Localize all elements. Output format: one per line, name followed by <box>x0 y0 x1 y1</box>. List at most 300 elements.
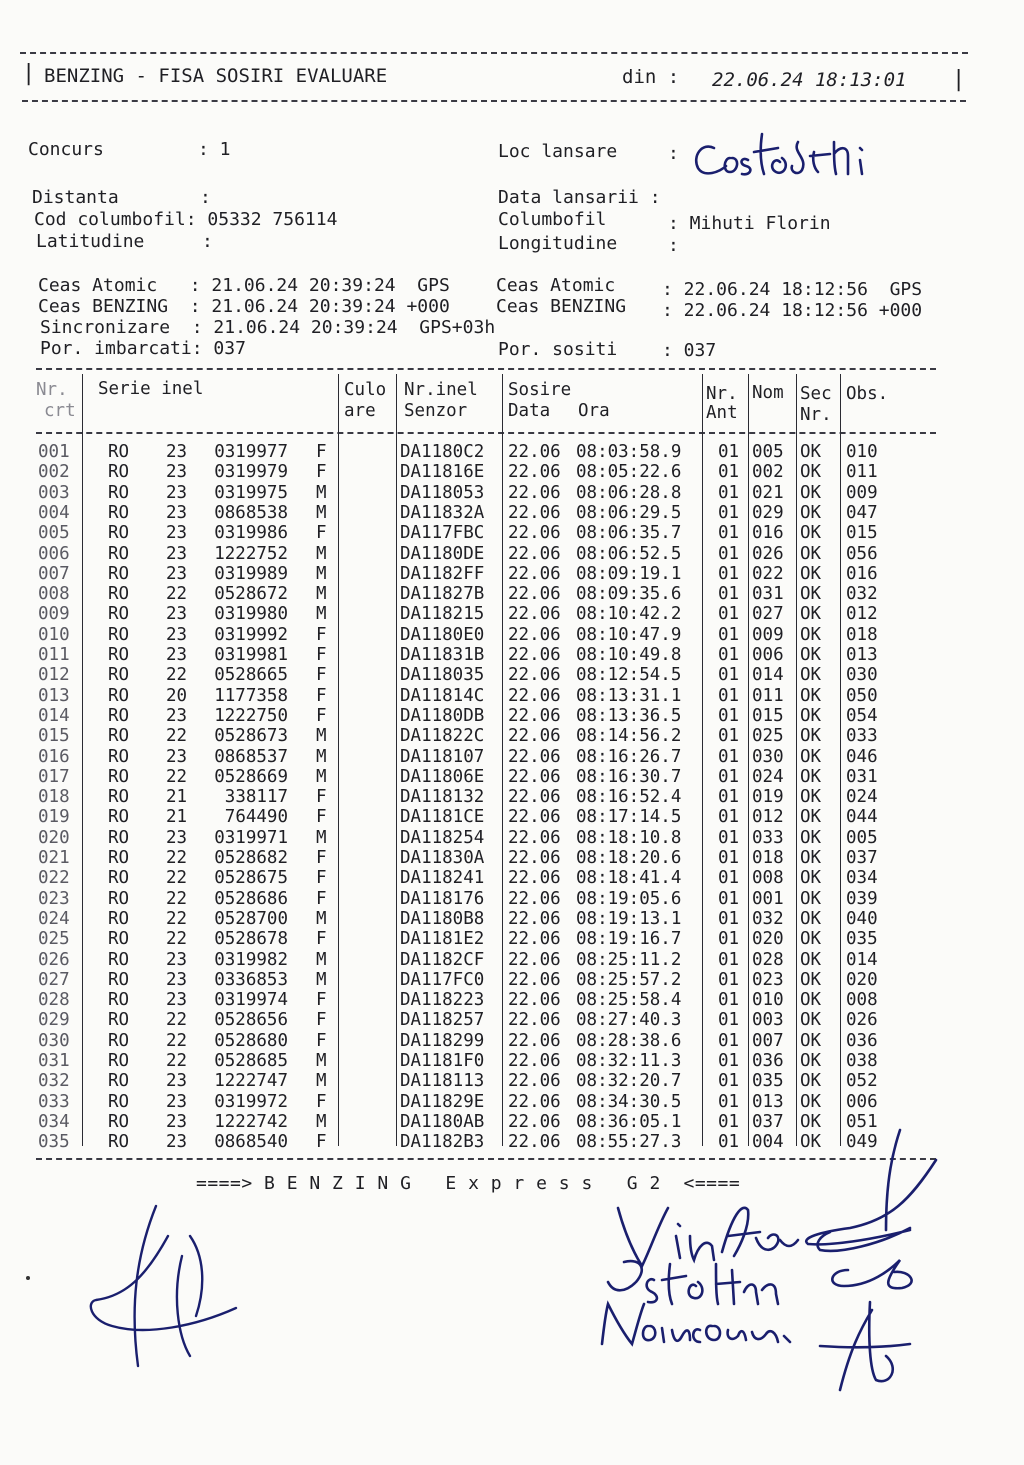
row-sensor: DA118241 <box>400 868 485 889</box>
row-ring: 0319980 <box>214 604 288 625</box>
row-sec: OK <box>800 604 822 625</box>
row-time: 08:10:49.8 <box>576 645 682 665</box>
row-time: 08:34:30.5 <box>576 1091 682 1112</box>
row-time: 08:18:10.8 <box>576 827 682 848</box>
right-ceas-atomic-label: Ceas Atomic <box>496 275 616 296</box>
row-sec: OK <box>800 949 822 970</box>
col-sosire: Sosire <box>508 380 572 400</box>
row-country: RO <box>108 482 130 503</box>
row-nr: 033 <box>38 1091 70 1112</box>
row-year: 23 <box>166 462 188 483</box>
row-ring: 0319979 <box>214 462 288 483</box>
row-nr: 007 <box>38 563 70 584</box>
stray-dot <box>26 1276 30 1280</box>
row-sec: OK <box>800 645 822 665</box>
row-sensor: DA11827B <box>400 584 485 605</box>
row-sex: M <box>316 502 327 523</box>
row-ring: 0528665 <box>214 665 288 686</box>
row-nr: 020 <box>38 827 70 848</box>
row-year: 23 <box>166 502 188 523</box>
row-country: RO <box>108 1071 130 1092</box>
row-ant: 01 <box>718 868 740 889</box>
right-sositi-label: Por. sositi <box>498 339 618 360</box>
loc-lansare-sep: : <box>668 143 679 164</box>
loc-lansare-label: Loc lansare <box>498 141 618 162</box>
col-nom: Nom <box>752 383 784 403</box>
table-top-rule <box>36 368 936 370</box>
row-time: 08:28:38.6 <box>576 1030 682 1051</box>
row-date: 22.06 <box>508 787 561 808</box>
row-time: 08:06:29.5 <box>576 502 682 523</box>
row-country: RO <box>108 990 130 1011</box>
row-country: RO <box>108 969 130 990</box>
row-time: 08:19:13.1 <box>576 908 682 929</box>
row-sensor: DA1180DE <box>400 543 485 564</box>
row-sex: M <box>316 949 327 970</box>
row-sex: M <box>316 746 327 767</box>
row-time: 08:17:14.5 <box>576 807 682 828</box>
row-nr: 013 <box>38 685 70 706</box>
distanta-label: Distanta <box>32 187 119 208</box>
row-time: 08:25:11.2 <box>576 949 682 970</box>
row-ant: 01 <box>718 1010 740 1031</box>
row-country: RO <box>108 949 130 970</box>
row-sex: M <box>316 766 327 787</box>
row-ring: 0319981 <box>214 645 288 665</box>
row-time: 08:09:19.1 <box>576 563 682 584</box>
row-nr: 022 <box>38 868 70 889</box>
latitudine-label: Latitudine <box>36 231 145 252</box>
row-date: 22.06 <box>508 1010 561 1031</box>
row-sex: F <box>316 442 327 462</box>
row-country: RO <box>108 1051 130 1071</box>
vbar-3 <box>396 374 397 1146</box>
row-sensor: DA1181CE <box>400 807 485 828</box>
din-label: din : <box>622 66 680 88</box>
row-ant: 01 <box>718 827 740 848</box>
row-sec: OK <box>800 1091 822 1112</box>
row-year: 23 <box>166 990 188 1011</box>
row-country: RO <box>108 604 130 625</box>
row-year: 23 <box>166 604 188 625</box>
row-country: RO <box>108 787 130 808</box>
row-obs: 049 <box>846 1132 878 1153</box>
row-year: 23 <box>166 746 188 767</box>
left-ceas-benzing: Ceas BENZING : 21.06.24 20:39:24 +000 <box>38 296 450 317</box>
row-sex: M <box>316 969 327 990</box>
row-sec: OK <box>800 1111 822 1132</box>
row-sex: M <box>316 543 327 564</box>
row-time: 08:55:27.3 <box>576 1132 682 1153</box>
row-nom: 007 <box>752 1030 784 1051</box>
row-year: 22 <box>166 1010 188 1031</box>
row-country: RO <box>108 1091 130 1112</box>
row-obs: 012 <box>846 604 878 625</box>
row-sensor: DA11816E <box>400 462 485 483</box>
row-date: 22.06 <box>508 990 561 1011</box>
row-date: 22.06 <box>508 482 561 503</box>
vbar-5 <box>702 374 703 1146</box>
row-date: 22.06 <box>508 1111 561 1132</box>
row-sensor: DA11831B <box>400 645 485 665</box>
row-time: 08:16:30.7 <box>576 766 682 787</box>
row-sex: M <box>316 482 327 503</box>
row-obs: 052 <box>846 1071 878 1092</box>
row-country: RO <box>108 462 130 483</box>
row-date: 22.06 <box>508 746 561 767</box>
row-sensor: DA118299 <box>400 1030 485 1051</box>
row-country: RO <box>108 929 130 950</box>
top-dashed-rule <box>20 52 968 54</box>
row-sex: F <box>316 848 327 868</box>
right-ceas-benzing-label: Ceas BENZING <box>496 296 627 317</box>
row-ant: 01 <box>718 766 740 787</box>
data-lansarii-label: Data lansarii : <box>498 187 661 208</box>
row-ant: 01 <box>718 787 740 808</box>
vbar-4 <box>502 374 503 1146</box>
row-nom: 035 <box>752 1071 784 1092</box>
row-sex: F <box>316 705 327 726</box>
left-ceas-atomic: Ceas Atomic : 21.06.24 20:39:24 GPS <box>38 275 450 296</box>
row-date: 22.06 <box>508 442 561 462</box>
row-sex: F <box>316 990 327 1011</box>
row-ant: 01 <box>718 807 740 828</box>
row-obs: 030 <box>846 665 878 686</box>
row-ring: 0528686 <box>214 888 288 909</box>
row-date: 22.06 <box>508 624 561 645</box>
row-sec: OK <box>800 442 822 462</box>
row-nr: 004 <box>38 502 70 523</box>
row-date: 22.06 <box>508 1071 561 1092</box>
cod-columbofil: Cod columbofil: 05332 756114 <box>34 209 338 230</box>
row-ring: 0528682 <box>214 848 288 868</box>
col-nr-ant-2: Ant <box>706 403 738 423</box>
row-year: 23 <box>166 442 188 462</box>
row-time: 08:19:05.6 <box>576 888 682 909</box>
row-sex: M <box>316 827 327 848</box>
row-ant: 01 <box>718 442 740 462</box>
row-sec: OK <box>800 1132 822 1153</box>
row-nr: 023 <box>38 888 70 909</box>
row-obs: 050 <box>846 685 878 706</box>
row-nom: 011 <box>752 685 784 706</box>
row-country: RO <box>108 848 130 868</box>
row-ring: 0528673 <box>214 726 288 747</box>
row-sec: OK <box>800 827 822 848</box>
row-country: RO <box>108 442 130 462</box>
row-sex: M <box>316 604 327 625</box>
row-sec: OK <box>800 482 822 503</box>
row-time: 08:12:54.5 <box>576 665 682 686</box>
row-obs: 051 <box>846 1111 878 1132</box>
row-nr: 006 <box>38 543 70 564</box>
row-nom: 030 <box>752 746 784 767</box>
row-country: RO <box>108 908 130 929</box>
row-time: 08:10:42.2 <box>576 604 682 625</box>
row-sensor: DA1182B3 <box>400 1132 485 1153</box>
row-year: 23 <box>166 482 188 503</box>
row-ant: 01 <box>718 584 740 605</box>
row-sex: M <box>316 1051 327 1071</box>
row-nom: 031 <box>752 584 784 605</box>
row-year: 22 <box>166 726 188 747</box>
row-sec: OK <box>800 868 822 889</box>
row-year: 22 <box>166 888 188 909</box>
row-nom: 009 <box>752 624 784 645</box>
row-ring: 0528685 <box>214 1051 288 1071</box>
row-time: 08:18:20.6 <box>576 848 682 868</box>
row-ant: 01 <box>718 908 740 929</box>
row-obs: 036 <box>846 1030 878 1051</box>
row-ring: 1222750 <box>214 705 288 726</box>
row-obs: 044 <box>846 807 878 828</box>
longitudine-sep: : <box>668 235 679 256</box>
row-nr: 002 <box>38 462 70 483</box>
row-year: 22 <box>166 908 188 929</box>
row-time: 08:03:58.9 <box>576 442 682 462</box>
row-ring: 0528669 <box>214 766 288 787</box>
col-culo: Culo <box>344 380 387 400</box>
row-country: RO <box>108 584 130 605</box>
row-nom: 026 <box>752 543 784 564</box>
row-sensor: DA118215 <box>400 604 485 625</box>
col-obs: Obs. <box>846 384 889 404</box>
row-nom: 024 <box>752 766 784 787</box>
row-nom: 022 <box>752 563 784 584</box>
row-country: RO <box>108 1111 130 1132</box>
row-date: 22.06 <box>508 1091 561 1112</box>
row-ring: 0319972 <box>214 1091 288 1112</box>
row-sex: F <box>316 868 327 889</box>
row-ant: 01 <box>718 949 740 970</box>
row-nr: 010 <box>38 624 70 645</box>
row-date: 22.06 <box>508 665 561 686</box>
col-sec-1: Sec <box>800 384 832 404</box>
row-sec: OK <box>800 1071 822 1092</box>
row-country: RO <box>108 807 130 828</box>
header-right-bar: | <box>952 67 966 92</box>
row-ring: 0319974 <box>214 990 288 1011</box>
row-nr: 024 <box>38 908 70 929</box>
row-sec: OK <box>800 523 822 544</box>
row-nr: 001 <box>38 442 70 462</box>
row-nom: 015 <box>752 705 784 726</box>
row-ring: 0319992 <box>214 624 288 645</box>
row-obs: 015 <box>846 523 878 544</box>
row-sensor: DA11830A <box>400 848 485 868</box>
row-sex: M <box>316 1071 327 1092</box>
col-crt: crt <box>44 401 76 421</box>
row-nom: 012 <box>752 807 784 828</box>
row-sensor: DA1181F0 <box>400 1051 485 1071</box>
row-date: 22.06 <box>508 827 561 848</box>
latitudine-sep: : <box>202 231 213 252</box>
row-nom: 004 <box>752 1132 784 1153</box>
row-ant: 01 <box>718 563 740 584</box>
row-country: RO <box>108 1030 130 1051</box>
row-date: 22.06 <box>508 807 561 828</box>
row-time: 08:36:05.1 <box>576 1111 682 1132</box>
row-country: RO <box>108 563 130 584</box>
row-date: 22.06 <box>508 705 561 726</box>
row-time: 08:13:31.1 <box>576 685 682 706</box>
row-sex: F <box>316 1030 327 1051</box>
row-ant: 01 <box>718 726 740 747</box>
row-sec: OK <box>800 888 822 909</box>
row-sex: F <box>316 462 327 483</box>
row-country: RO <box>108 766 130 787</box>
row-sec: OK <box>800 543 822 564</box>
row-year: 21 <box>166 807 188 828</box>
row-sec: OK <box>800 685 822 706</box>
row-sec: OK <box>800 726 822 747</box>
row-nr: 027 <box>38 969 70 990</box>
row-date: 22.06 <box>508 604 561 625</box>
row-time: 08:27:40.3 <box>576 1010 682 1031</box>
row-date: 22.06 <box>508 908 561 929</box>
row-nr: 025 <box>38 929 70 950</box>
row-sensor: DA11832A <box>400 502 485 523</box>
row-obs: 039 <box>846 888 878 909</box>
row-obs: 005 <box>846 827 878 848</box>
row-country: RO <box>108 1010 130 1031</box>
row-sex: M <box>316 726 327 747</box>
row-sec: OK <box>800 1030 822 1051</box>
row-ant: 01 <box>718 1091 740 1112</box>
row-date: 22.06 <box>508 523 561 544</box>
row-sex: F <box>316 1091 327 1112</box>
row-date: 22.06 <box>508 502 561 523</box>
row-sec: OK <box>800 766 822 787</box>
row-ant: 01 <box>718 482 740 503</box>
row-country: RO <box>108 685 130 706</box>
row-nr: 034 <box>38 1111 70 1132</box>
row-nr: 014 <box>38 705 70 726</box>
row-date: 22.06 <box>508 1051 561 1071</box>
row-year: 23 <box>166 1111 188 1132</box>
row-sensor: DA118176 <box>400 888 485 909</box>
row-date: 22.06 <box>508 685 561 706</box>
row-sec: OK <box>800 563 822 584</box>
row-obs: 037 <box>846 848 878 868</box>
signature-left <box>86 1196 246 1376</box>
row-sensor: DA118223 <box>400 990 485 1011</box>
row-nr: 029 <box>38 1010 70 1031</box>
row-year: 23 <box>166 827 188 848</box>
row-sec: OK <box>800 462 822 483</box>
row-time: 08:18:41.4 <box>576 868 682 889</box>
row-sec: OK <box>800 969 822 990</box>
row-nom: 018 <box>752 848 784 868</box>
row-year: 23 <box>166 645 188 665</box>
row-nom: 013 <box>752 1091 784 1112</box>
row-obs: 047 <box>846 502 878 523</box>
row-sec: OK <box>800 908 822 929</box>
row-ring: 0528672 <box>214 584 288 605</box>
row-ring: 0528700 <box>214 908 288 929</box>
row-sensor: DA11814C <box>400 685 485 706</box>
col-nr-ant-1: Nr. <box>706 384 738 404</box>
signature-line-3 <box>594 1296 794 1356</box>
row-nr: 003 <box>38 482 70 503</box>
row-nr: 031 <box>38 1051 70 1071</box>
row-nom: 027 <box>752 604 784 625</box>
row-ant: 01 <box>718 543 740 564</box>
row-sex: F <box>316 929 327 950</box>
columbofil-label: Columbofil <box>498 209 607 230</box>
row-nr: 032 <box>38 1071 70 1092</box>
row-sex: F <box>316 1010 327 1031</box>
row-ring: 0319977 <box>214 442 288 462</box>
header-bottom-rule <box>22 100 966 102</box>
row-sec: OK <box>800 665 822 686</box>
row-time: 08:06:52.5 <box>576 543 682 564</box>
row-ring: 764490 <box>224 807 288 828</box>
footer-banner: ====> B E N Z I N G E x p r e s s G 2 <==== <box>196 1173 741 1194</box>
columbofil-value: : Mihuti Florin <box>668 213 831 234</box>
row-ant: 01 <box>718 1030 740 1051</box>
row-sex: F <box>316 787 327 808</box>
row-obs: 006 <box>846 1091 878 1112</box>
row-nr: 028 <box>38 990 70 1011</box>
row-nom: 010 <box>752 990 784 1011</box>
row-date: 22.06 <box>508 969 561 990</box>
row-ant: 01 <box>718 1111 740 1132</box>
col-are: are <box>344 401 376 421</box>
report-title: BENZING - FISA SOSIRI EVALUARE <box>44 65 388 87</box>
row-sex: F <box>316 1132 327 1153</box>
row-nr: 026 <box>38 949 70 970</box>
row-sex: M <box>316 584 327 605</box>
row-ring: 0868538 <box>214 502 288 523</box>
row-nom: 020 <box>752 929 784 950</box>
row-ring: 1222742 <box>214 1111 288 1132</box>
row-ant: 01 <box>718 1071 740 1092</box>
row-sensor: DA11822C <box>400 726 485 747</box>
row-ring: 0319982 <box>214 949 288 970</box>
row-year: 23 <box>166 523 188 544</box>
row-year: 23 <box>166 969 188 990</box>
row-year: 22 <box>166 868 188 889</box>
row-obs: 034 <box>846 868 878 889</box>
row-ant: 01 <box>718 624 740 645</box>
row-nr: 011 <box>38 645 70 665</box>
row-date: 22.06 <box>508 645 561 665</box>
row-sensor: DA118113 <box>400 1071 485 1092</box>
row-sec: OK <box>800 502 822 523</box>
row-ant: 01 <box>718 1132 740 1153</box>
row-sex: F <box>316 807 327 828</box>
row-obs: 031 <box>846 766 878 787</box>
header-left-bar: | <box>22 61 36 86</box>
row-nom: 025 <box>752 726 784 747</box>
right-ceas-benzing-value: : 22.06.24 18:12:56 +000 <box>662 300 923 321</box>
row-year: 22 <box>166 584 188 605</box>
row-sensor: DA1180E0 <box>400 624 485 645</box>
concurs-value: : 1 <box>198 139 231 160</box>
row-nr: 009 <box>38 604 70 625</box>
row-ring: 0319975 <box>214 482 288 503</box>
row-year: 21 <box>166 787 188 808</box>
row-obs: 013 <box>846 645 878 665</box>
row-obs: 009 <box>846 482 878 503</box>
row-country: RO <box>108 645 130 665</box>
row-country: RO <box>108 502 130 523</box>
table-header-rule <box>36 432 936 434</box>
row-sex: F <box>316 685 327 706</box>
left-imbarcati: Por. imbarcati: 037 <box>40 338 246 359</box>
row-sensor: DA118035 <box>400 665 485 686</box>
